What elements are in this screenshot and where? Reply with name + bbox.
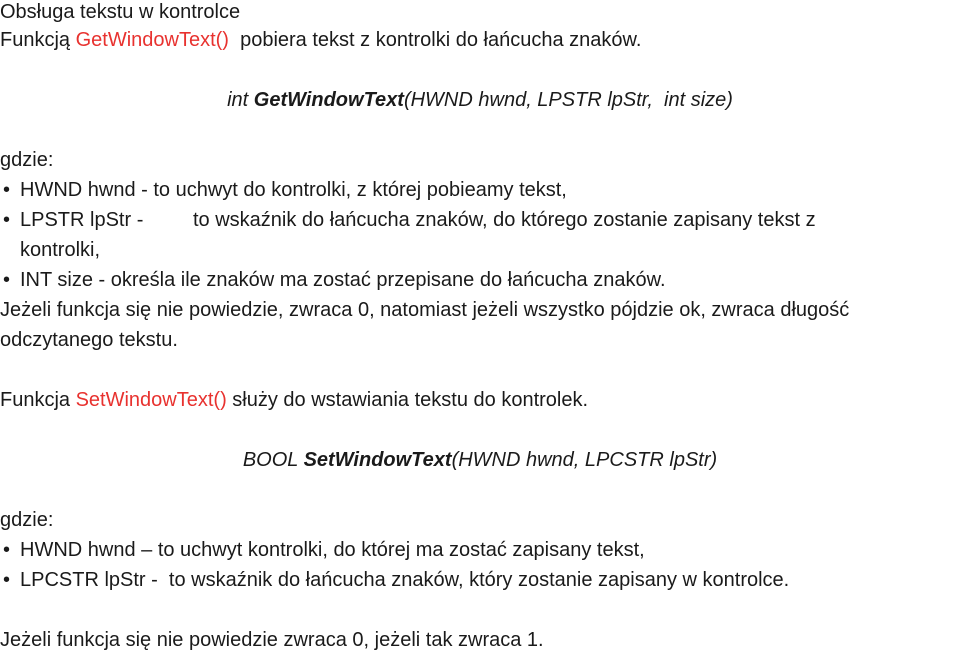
setwindowtext-signature: BOOL SetWindowText(HWND hwnd, LPCSTR lpStr) xyxy=(242,449,718,471)
param-lpcstr: LPCSTR lpStr - to wskaźnik do łańcucha znaków, który zostanie zapisany w kontrolce. xyxy=(20,569,790,591)
setwindowtext-func-name: SetWindowText() xyxy=(75,389,227,411)
bullet-icon: • xyxy=(3,179,11,201)
setwindowtext-intro: Funkcja SetWindowText() służy do wstawiania tekstu do kontrolek. xyxy=(0,389,589,411)
section-heading: Obsługa tekstu w kontrolce xyxy=(0,1,241,23)
param-lpstr-desc: to wskaźnik do łańcucha znaków, do którego zostanie zapisany tekst z xyxy=(193,209,816,231)
gdzie-label-2: gdzie: xyxy=(0,509,54,531)
gdzie-label-1: gdzie: xyxy=(0,149,54,171)
bullet-icon: • xyxy=(3,539,11,561)
param-hwnd: HWND hwnd - to uchwyt do kontrolki, z której pobieamy tekst, xyxy=(20,179,567,201)
param-lpstr-desc-cont: kontrolki, xyxy=(20,239,101,261)
bullet-icon: • xyxy=(3,209,11,231)
param-size: INT size - określa ile znaków ma zostać przepisane do łańcucha znaków. xyxy=(20,269,666,291)
getwindowtext-func-name: GetWindowText() xyxy=(75,29,229,51)
return-info-1-cont: odczytanego tekstu. xyxy=(0,329,178,351)
return-info-1: Jeżeli funkcja się nie powiedzie, zwraca 0, natomiast jeżeli wszystko pójdzie ok, zwraca długość xyxy=(0,299,850,321)
return-info-2: Jeżeli funkcja się nie powiedzie zwraca 0, jeżeli tak zwraca 1. xyxy=(0,629,544,651)
getwindowtext-signature: int GetWindowText(HWND hwnd, LPSTR lpStr, int size) xyxy=(227,89,733,111)
getwindowtext-intro: Funkcją GetWindowText() pobiera tekst z kontrolki do łańcucha znaków. xyxy=(0,29,642,51)
bullet-icon: • xyxy=(3,269,11,291)
param-hwnd-2: HWND hwnd – to uchwyt kontrolki, do której ma zostać zapisany tekst, xyxy=(20,539,645,561)
bullet-icon: • xyxy=(3,569,11,591)
param-lpstr: LPSTR lpStr - xyxy=(20,209,144,231)
